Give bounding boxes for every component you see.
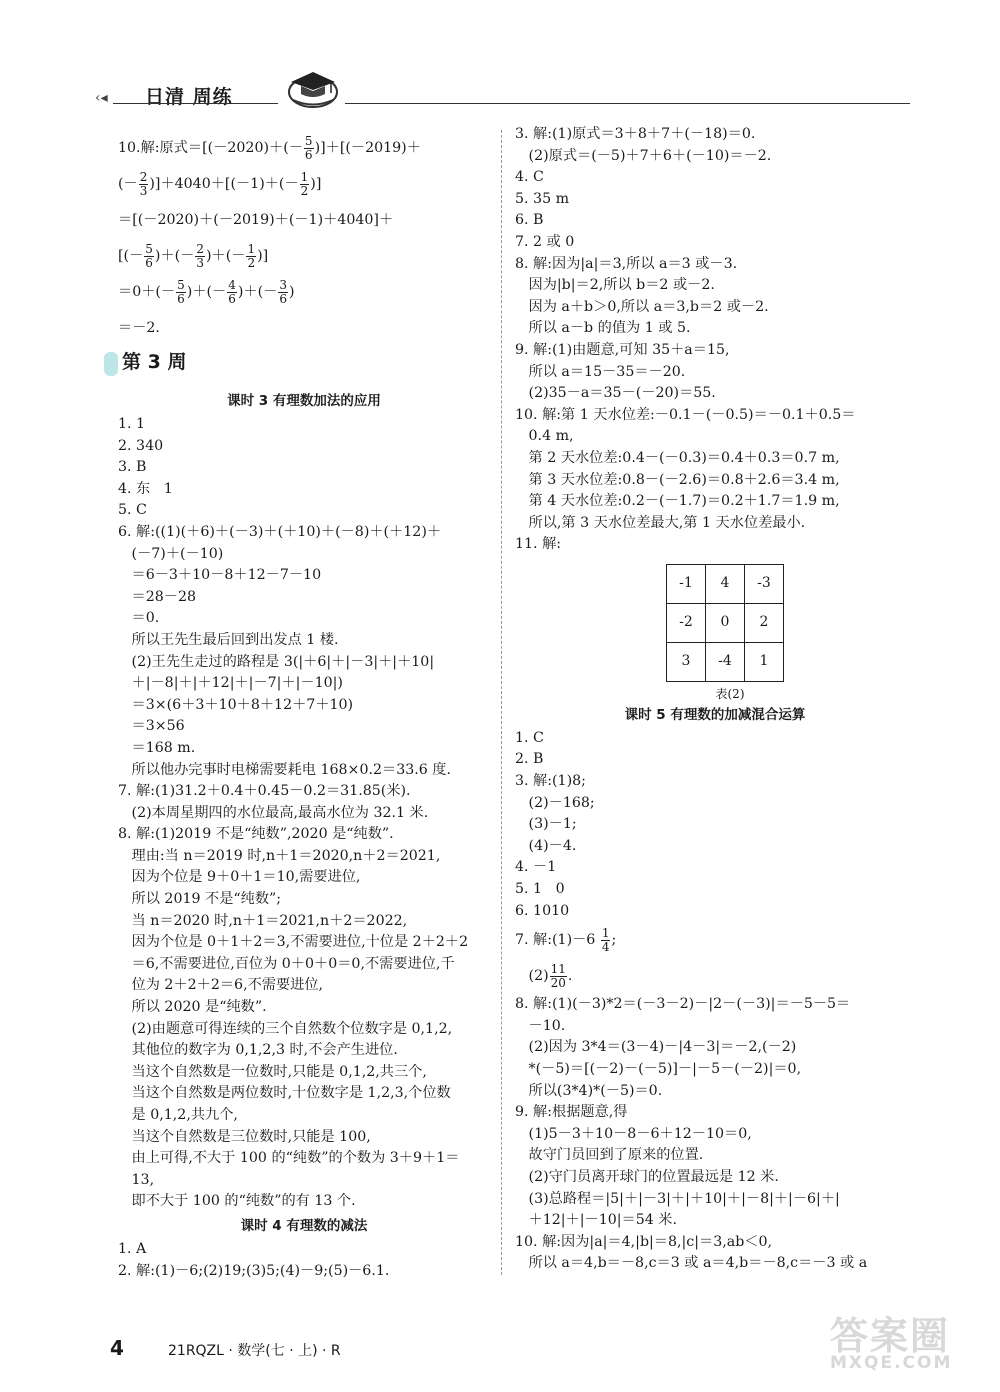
answer-line: 10. 解:因为|a|＝4,|b|＝8,|c|＝3,ab＜0, [515, 1233, 773, 1250]
numerator: 4 [228, 277, 236, 292]
answer-line: (2)守门员离开球门的位置最远是 12 米. [515, 1168, 779, 1185]
answer-line: 当 n＝2020 时,n＋1＝2021,n＋2＝2022, [118, 912, 408, 929]
answer-line: 位为 2＋2＋2＝6,不需要进位, [118, 977, 324, 994]
answer-line: 3. B [118, 459, 147, 476]
answer-line: (2)－168; [515, 794, 595, 811]
table-cell: -2 [667, 603, 706, 642]
text-run: . [567, 968, 573, 985]
solution-line [118, 130, 490, 166]
answer-line: 即不大于 100 的“纯数”的有 13 个. [118, 1193, 356, 1210]
book-code: 21RQZL · 数学(七 · 上) · R [168, 1343, 341, 1359]
solution-line [118, 274, 490, 310]
answer-line: 4. 东 1 [118, 480, 173, 497]
answer-line: ＝28－28 [118, 588, 197, 605]
header-brand: 日清 周练 [145, 86, 233, 108]
answer-line: 当这个自然数是一位数时,只能是 0,1,2,共三个, [118, 1063, 427, 1080]
answer-line: 当这个自然数是三位数时,只能是 100, [118, 1128, 371, 1145]
answer-line: *(－5)＝[(－2)－(－5)]－|－5－(－2)|＝0, [515, 1061, 802, 1077]
denominator: 6 [177, 291, 185, 306]
answer-line: 其他位的数字为 0,1,2,3 时,不会产生进位. [118, 1042, 398, 1059]
text-run: )＋(－ [237, 284, 278, 300]
section-3-title: 课时 3 有理数加法的应用 [227, 393, 381, 409]
denominator: 3 [196, 255, 204, 270]
question-10-solution [118, 130, 490, 346]
denominator: 2 [247, 255, 256, 270]
denominator: 2 [300, 183, 309, 198]
denominator: 6 [228, 291, 236, 306]
section-5-title: 课时 5 有理数的加减混合运算 [624, 706, 806, 723]
answer-line: 所以,第 3 天水位差最大,第 1 天水位差最小. [515, 514, 806, 531]
text-run: 10. [118, 140, 141, 156]
fraction [300, 171, 310, 198]
answer-line: 3. 解:(1)原式＝3＋8＋7＋(－18)＝0. [515, 126, 756, 142]
numerator: 2 [196, 241, 204, 256]
fraction [278, 279, 288, 306]
answer-line: 8. 解:(1)(－3)*2＝(－3－2)－|2－(－3)|＝－5－5＝ [515, 996, 851, 1013]
section-4-answers [118, 1239, 490, 1282]
answer-line: 5. 1 0 [515, 881, 565, 898]
answer-line: 0.4 m, [515, 428, 574, 445]
page-header [95, 62, 910, 112]
solution-line [515, 958, 915, 994]
page-number: 4 [110, 1336, 124, 1360]
answer-line: (1)5－3＋10－8－6＋12－10＝0, [515, 1125, 752, 1142]
answer-line: 所以 a－b 的值为 1 或 5. [515, 320, 691, 337]
answer-line: ＝168 m. [118, 739, 196, 756]
answer-line: 3. 解:(1)8; [515, 773, 586, 790]
answer-line: (2)本周星期四的水位最高,最高水位为 32.1 米. [118, 804, 429, 821]
fraction [144, 243, 154, 270]
table-cell: 3 [667, 642, 706, 681]
table-cell: -4 [706, 642, 745, 681]
answer-line: 7. 解:(1)31.2＋0.4＋0.45－0.2＝31.85(米). [118, 783, 411, 800]
section-4-title: 课时 4 有理数的减法 [240, 1217, 368, 1234]
right-column [515, 124, 915, 1275]
answer-line: (2)因为 3*4＝(3－4)－|4－3|＝－2,(－2) [515, 1039, 797, 1056]
answer-line: 2. 解:(1)－6;(2)19;(3)5;(4)－9;(5)－6.1. [118, 1262, 390, 1279]
answer-line: 由上可得,不大于 100 的“纯数”的个数为 3＋9＋1＝ [118, 1150, 460, 1167]
answer-line: ＝6,不需要进位,百位为 0＋0＋0＝0,不需要进位,千 [118, 955, 455, 972]
text-run: 7. 解:(1)－6 [515, 932, 600, 949]
text-run: 原式＝[(－2020)＋(－ [159, 140, 303, 156]
answer-line: ＋|－8|＋|＋12|＋|－7|＋|－10|) [118, 675, 343, 692]
solution-line [118, 310, 490, 346]
table-cell: 1 [745, 642, 784, 681]
answer-line: 1. A [118, 1240, 147, 1257]
answer-line: 所以他办完事时电梯需要耗电 168×0.2＝33.6 度. [118, 761, 451, 778]
question-7-part-1 [515, 922, 915, 958]
answer-line: 11. 解: [515, 536, 562, 553]
section-5-answers-continued [515, 994, 915, 1275]
fraction [176, 279, 186, 306]
header-arrow-icon: ‹◂ [95, 90, 108, 106]
answer-line: 所以王先生最后回到出发点 1 楼. [118, 631, 339, 648]
answer-line: (2)原式＝(－5)＋7＋6＋(－10)＝－2. [515, 147, 772, 164]
numerator: 3 [279, 277, 287, 292]
answer-line: 5. 35 m [515, 190, 570, 207]
answer-line: 因为个位是 0＋1＋2＝3,不需要进位,十位是 2＋2＋2 [118, 934, 469, 951]
table-cell: 0 [706, 603, 745, 642]
answer-line: (2)王先生走过的路程是 3(|＋6|＋|－3|＋|＋10| [118, 653, 435, 670]
answer-line: 9. 解:(1)由题意,可知 35＋a＝15, [515, 341, 730, 358]
answer-line: 2. B [515, 751, 544, 768]
numerator: 1 [601, 925, 610, 940]
answer-line: 是 0,1,2,共九个, [118, 1107, 238, 1123]
header-rule-right [345, 103, 910, 104]
text-run: ) [288, 284, 295, 300]
answer-line: 6. B [515, 212, 544, 229]
answer-line: 7. 2 或 0 [515, 233, 575, 250]
table-row [667, 642, 784, 681]
answer-line: (3)－1; [515, 816, 577, 833]
answer-line: 5. C [118, 502, 147, 519]
answer-line: 所以 2020 是“纯数”. [118, 999, 267, 1016]
answer-line: 6. 1010 [515, 902, 570, 919]
column-divider [501, 130, 502, 1275]
watermark-text: 答案圈 [830, 1314, 951, 1358]
answer-line: (2)由题意可得连续的三个自然数个位数字是 0,1,2, [118, 1020, 453, 1037]
answer-line: ＝3×56 [118, 718, 185, 735]
answer-line: ＝6－3＋10－8＋12－7－10 [118, 567, 322, 584]
text-run: )] [310, 176, 322, 192]
text-run: [(－ [118, 248, 144, 264]
fraction [601, 927, 611, 954]
text-run: ＝[(－2020)＋(－2019)＋(－1)＋4040]＋ [118, 212, 394, 228]
answer-line: 当这个自然数是两位数时,十位数字是 1,2,3,个位数 [118, 1085, 451, 1102]
answer-line: (4)－4. [515, 837, 577, 854]
section-4-answers-continued [515, 124, 915, 556]
left-column [118, 130, 490, 1282]
watermark-url: MXQE.COM [830, 1353, 953, 1373]
fraction [227, 279, 237, 306]
answer-line: 4. C [515, 169, 544, 186]
magic-square-table [666, 564, 784, 682]
text-run: )] [257, 248, 269, 264]
denominator: 3 [139, 183, 148, 198]
header-rule-left [113, 103, 278, 104]
section-3-answers [118, 414, 490, 1213]
answer-line: ＝3×(6＋3＋10＋8＋12＋7＋10) [118, 696, 354, 713]
denominator: 6 [145, 255, 153, 270]
text-run: ＝0＋(－ [118, 284, 176, 300]
section-5-answers [515, 728, 915, 922]
answer-line: 13, [118, 1171, 155, 1188]
answer-line: 所以 a＝4,b＝－8,c＝3 或 a＝4,b＝－8,c＝－3 或 a [515, 1255, 868, 1272]
table-row [667, 564, 784, 603]
solution-line [515, 922, 915, 958]
table-caption: 表(2) [715, 686, 745, 701]
answer-line: 1. C [515, 729, 544, 746]
answer-line: 6. 解:((1)(＋6)＋(－3)＋(＋10)＋(－8)＋(＋12)＋ [118, 523, 442, 540]
answer-line: 9. 解:根据题意,得 [515, 1104, 628, 1121]
answer-line: 因为个位是 9＋0＋1＝10,需要进位, [118, 869, 361, 886]
text-run: (2) [515, 968, 549, 985]
numerator: 11 [550, 961, 566, 976]
answer-line: －10. [515, 1017, 566, 1034]
answer-line: 因为|b|＝2,所以 b＝2 或－2. [515, 277, 715, 294]
fraction [246, 243, 256, 270]
answer-line: 因为 a＋b＞0,所以 a＝3,b＝2 或－2. [515, 298, 769, 315]
answer-line: ＝0. [118, 610, 160, 627]
answer-line: 10. 解:第 1 天水位差:－0.1－(－0.5)＝－0.1＋0.5＝ [515, 406, 856, 423]
text-run: )＋(－ [206, 248, 246, 264]
answer-line: ＋12|＋|－10|＝54 米. [515, 1212, 677, 1229]
solution-line [118, 238, 490, 274]
answer-line: 所以(3*4)*(－5)＝0. [515, 1082, 663, 1099]
answer-line: 4. －1 [515, 859, 557, 876]
answer-line: 第 4 天水位差:0.2－(－1.7)＝0.2＋1.7＝1.9 m, [515, 493, 840, 510]
text-run: )]＋[(－2019)＋ [314, 140, 421, 156]
fraction [139, 171, 149, 198]
denominator: 6 [279, 291, 287, 306]
denominator: 4 [601, 939, 610, 954]
answer-line: 1. 1 [118, 416, 146, 432]
watermark-logo [830, 1305, 980, 1385]
answer-line: 第 2 天水位差:0.4－(－0.3)＝0.4＋0.3＝0.7 m, [515, 449, 840, 466]
fraction [550, 963, 567, 990]
numerator: 5 [304, 133, 313, 148]
text-run: ＝－2. [118, 320, 160, 336]
answer-line: 理由:当 n＝2019 时,n＋1＝2020,n＋2＝2021, [118, 847, 441, 864]
text-run: (－ [118, 176, 138, 192]
numerator: 1 [247, 241, 256, 256]
fraction [195, 243, 205, 270]
question-7-part-2 [515, 958, 915, 994]
table-cell: 2 [745, 603, 784, 642]
text-run: ; [611, 932, 617, 949]
answer-line: 故守门员回到了原来的位置. [515, 1147, 704, 1164]
table-cell: -3 [745, 564, 784, 603]
answer-line: 所以 a＝15－35＝－20. [515, 363, 686, 380]
solution-line [118, 202, 490, 238]
graduation-cap-logo-icon [287, 62, 339, 110]
denominator: 6 [304, 147, 313, 162]
fraction [304, 135, 314, 162]
numerator: 2 [139, 169, 148, 184]
text-run: )]＋4040＋[(－1)＋(－ [149, 176, 299, 192]
week-title: 第 3 周 [118, 352, 490, 378]
text-run: 解: [140, 140, 160, 156]
numerator: 5 [177, 277, 185, 292]
denominator: 20 [550, 975, 566, 990]
answer-line: (3)总路程＝|5|＋|－3|＋|＋10|＋|－8|＋|－6|＋| [515, 1190, 840, 1207]
answer-line: 8. 解:(1)2019 不是“纯数”,2020 是“纯数”. [118, 826, 394, 843]
answer-line: 8. 解:因为|a|＝3,所以 a＝3 或－3. [515, 255, 738, 272]
numerator: 5 [145, 241, 153, 256]
answer-line: (－7)＋(－10) [118, 545, 224, 562]
table-row [667, 603, 784, 642]
answer-line: 2. 340 [118, 437, 164, 454]
table-cell: 4 [706, 564, 745, 603]
text-run: )＋(－ [186, 284, 227, 300]
answer-line: 第 3 天水位差:0.8－(－2.6)＝0.8＋2.6＝3.4 m, [515, 471, 840, 488]
answer-line: 所以 2019 不是“纯数”; [118, 891, 282, 908]
table-cell: -1 [667, 564, 706, 603]
answer-line: (2)35－a＝35－(－20)＝55. [515, 385, 716, 402]
numerator: 1 [300, 169, 309, 184]
solution-line [118, 166, 490, 202]
text-run: )＋(－ [154, 248, 195, 264]
